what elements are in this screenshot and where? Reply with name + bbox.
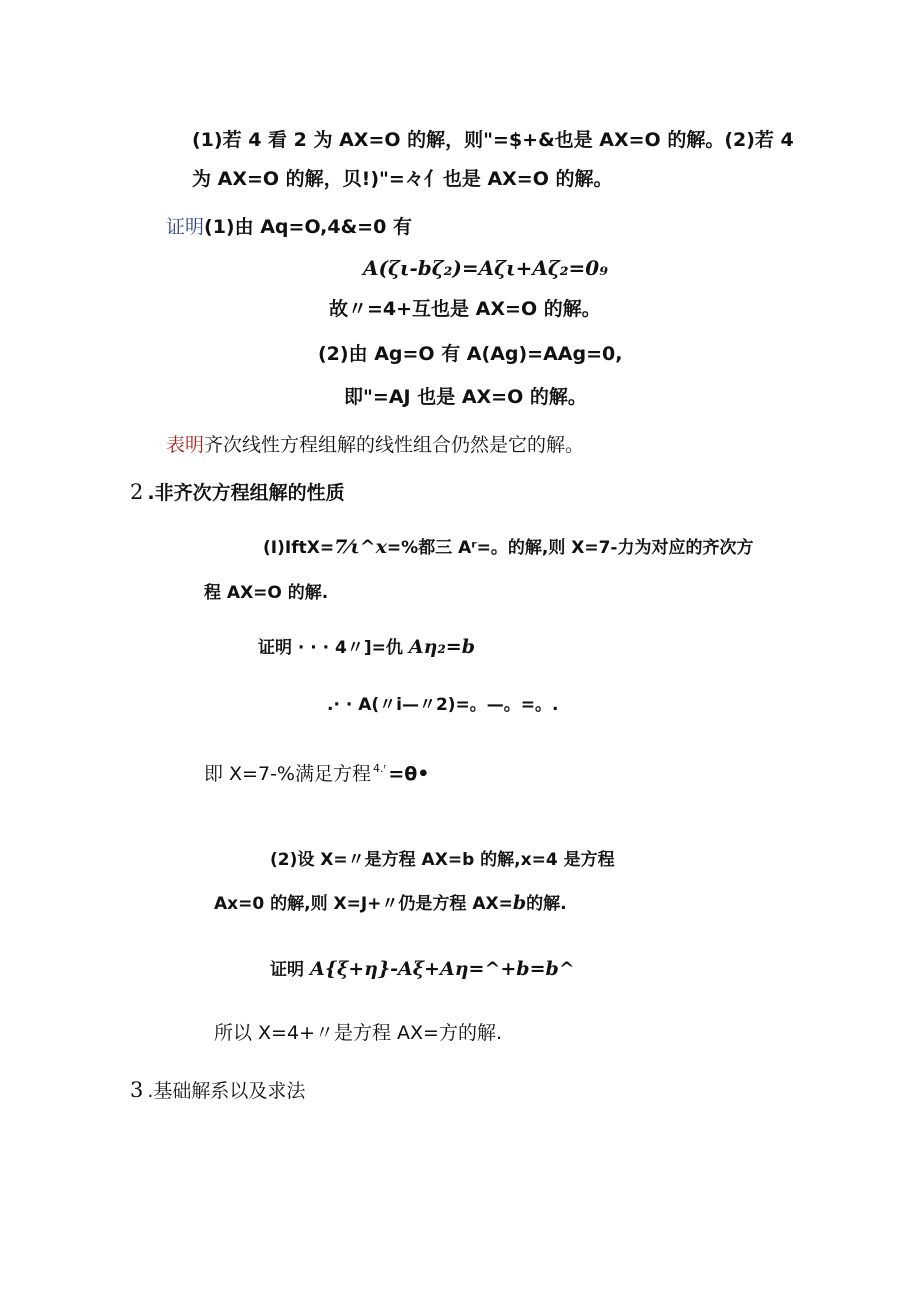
proof-line-1 [166, 215, 412, 239]
section-3-heading [130, 1078, 305, 1103]
section-2-title: .非齐次方程组解的性质 [147, 482, 345, 504]
conclusion-line-2: 即"=AJ 也是 AX=O 的解。 [344, 386, 587, 408]
proof-2-line-3-part-b: 4.ʳ [372, 762, 387, 775]
proof-2-part-b: Aη₂=b [408, 636, 475, 658]
section-3-number: 3 [130, 1078, 144, 1102]
formula-1: A(ζι-bζ₂)=Aζι+Aζ₂=0₉ [363, 256, 608, 280]
property-statement-line-2: 为 AX=O 的解，贝!)"=々亻也是 AX=O 的解。 [192, 168, 613, 190]
property-1-part-c: =%都三 Aʳ=。的解,则 X=7-力为对应的齐次方 [386, 538, 754, 558]
property-1-line-1 [263, 535, 754, 560]
section-2-heading [130, 480, 345, 505]
property-1-part-a: (I)IftX= [263, 538, 335, 558]
section-3-title: .基础解系以及求法 [147, 1080, 306, 1102]
proof-2-line-3 [204, 757, 429, 786]
proof-3-line-1 [270, 957, 575, 982]
proof-label: 证明 [166, 216, 205, 238]
property-2-part-b: b [512, 892, 527, 914]
proof-3-formula: A{ξ+η}-Aξ+Aη=^+b=b^ [310, 958, 575, 980]
proof-line-2: (2)由 Ag=O 有 A(Ag)=AAg=0, [318, 343, 623, 365]
property-1-part-b: 7⁄ι^x [334, 536, 387, 558]
property-2-line-2 [214, 891, 567, 916]
proof-3-conclusion: 所以 X=4+〃是方程 AX=方的解. [214, 1022, 502, 1044]
property-statement-line-1: (1)若 4 看 2 为 AX=O 的解，则"=$+&也是 AX=O 的解。(2)若 4 [192, 129, 794, 151]
proof-2-line-1 [258, 635, 475, 660]
proof-2-part-a: 证明 · · · 4〃]=仇 [258, 638, 403, 658]
section-2-number: 2 [130, 480, 144, 504]
property-2-part-a: Ax=0 的解,则 X=J+〃仍是方程 AX= [214, 894, 513, 914]
proof-text: (1)由 Aq=O,4&=0 有 [204, 216, 412, 238]
remark-label: 表明 [166, 434, 205, 456]
property-2-part-c: 的解. [526, 894, 567, 914]
remark-line [166, 433, 584, 457]
property-1-line-2: 程 AX=O 的解. [204, 583, 329, 603]
proof-2-line-3-part-a: 即 X=7-%满足方程 [204, 763, 371, 785]
property-2-line-1: (2)设 X=〃是方程 AX=b 的解,x=4 是方程 [270, 850, 615, 870]
remark-text: 齐次线性方程组解的线性组合仍然是它的解。 [204, 434, 585, 456]
conclusion-line-1: 故〃=4+互也是 AX=O 的解。 [329, 298, 601, 320]
proof-3-label: 证明 [270, 960, 304, 980]
proof-2-line-2: .· · A(〃i—〃2)=。—。=。. [327, 695, 559, 715]
proof-2-line-3-part-c: =θ• [388, 763, 430, 785]
